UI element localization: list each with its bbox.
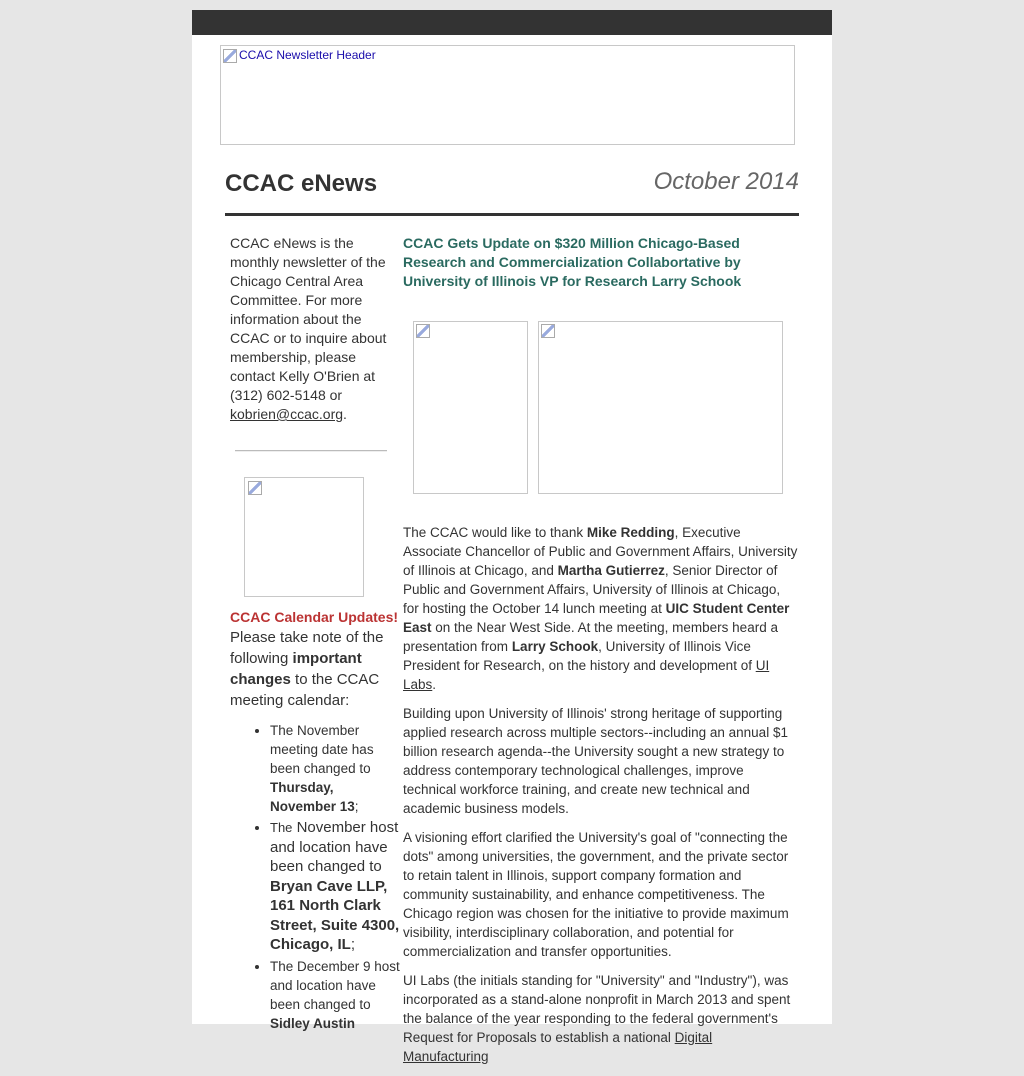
broken-image-icon: [541, 324, 555, 338]
broken-image-icon: [416, 324, 430, 338]
about-paragraph: [230, 234, 395, 424]
item-text-small: The: [270, 820, 293, 835]
item-bold: Bryan Cave LLP, 161 North Clark Street, Suite 4300, Chicago, IL: [270, 877, 400, 953]
header-image: [220, 45, 795, 145]
item-bold: Thursday, November 13: [270, 780, 355, 814]
p1-bold-d: Martha Gutierrez: [557, 563, 665, 578]
p1-text-c: , Executive Associate Chancellor of Public and Government Affairs, University of Illinois at Chicago, and: [403, 525, 798, 578]
newsletter-title: CCAC eNews: [225, 170, 378, 197]
calendar-intro-text: Please take note of the following: [230, 629, 384, 667]
sidebar-about: [230, 234, 395, 424]
email-link[interactable]: kobrien@ccac.org: [230, 406, 344, 422]
item-text: The November meeting date has been changed to: [270, 723, 374, 776]
p1-bold-h: Larry Schook: [511, 639, 599, 654]
about-text: CCAC eNews is the monthly newsletter of the Chicago Central Area Committee. For more information about the CCAC or to inquire about membership, please contact Kelly O'Brien at (312) 602-5148 or: [230, 235, 387, 403]
article-image-1: [413, 321, 528, 494]
item-text: November host and location have been changed to: [270, 819, 399, 875]
sidebar-image: [244, 477, 364, 597]
digital-manufacturing-link[interactable]: Digital Manufacturing: [403, 1030, 713, 1064]
article-paragraph-4: [403, 971, 798, 1066]
ui-labs-link[interactable]: UI Labs: [403, 658, 770, 692]
article-body: [403, 523, 798, 1076]
p1-text-e: , Senior Director of Public and Government Affairs, University of Illinois at Chicago, for hosting the October 14 lunch meeting at: [403, 563, 781, 616]
article-paragraph-3: A visioning effort clarified the University's goal of "connecting the dots" among universities, the government, and the private sector to retain talent in Illinois, support company formation and community sustainability, and enhance competitiveness. The Chicago region was chosen for the initiative to provide maximum visibility, interdisciplinary collaboration, and potential for commercialization and transfer opportunities.: [403, 830, 789, 959]
item-text-end: ;: [350, 936, 356, 953]
header-image-alt-text: CCAC Newsletter Header: [239, 48, 376, 62]
article-headline: CCAC Gets Update on $320 Million Chicago-Based Research and Commercialization Collabortative by University of Illinois VP for Research Larry Schook: [403, 235, 742, 289]
p4-text-a: UI Labs (the initials standing for "University" and "Industry"), was incorporated as a stand-alone nonprofit in March 2013 and spent the balance of the year responding to the federal government's Request for Proposals to establish a national: [403, 973, 791, 1045]
header-image-alt: [223, 48, 376, 63]
broken-image-icon: [223, 49, 237, 63]
issue-date: October 2014: [653, 168, 799, 195]
calendar-intro-text-end: to the CCAC meeting calendar:: [230, 671, 380, 709]
sidebar-divider: [235, 450, 387, 452]
p1-text-i: , University of Illinois Vice President for Research, on the history and development of: [403, 639, 756, 673]
calendar-list: [230, 721, 400, 1033]
calendar-heading: CCAC Calendar Updates!: [230, 609, 399, 625]
list-item: [270, 818, 400, 955]
article-paragraph-2: Building upon University of Illinois' strong heritage of supporting applied research across multiple sectors--including an annual $1 billion research agenda--the University sought a new strategy to address contemporary technological challenges, improve technical workforce training, and create new technical and academic business models.: [403, 706, 788, 816]
item-text-end: ;: [354, 799, 359, 814]
main-article: [403, 234, 798, 1064]
calendar-intro: [230, 627, 400, 711]
broken-image-icon: [248, 481, 262, 495]
about-end: .: [343, 406, 347, 422]
calendar-updates: [230, 608, 400, 1035]
newsletter-container: [192, 10, 832, 1064]
list-item: [270, 721, 400, 816]
article-paragraph-1: [403, 523, 798, 694]
item-text: The December 9 host and location have been changed to: [270, 958, 400, 1012]
item-bold: Sidley Austin: [270, 1015, 356, 1031]
masthead: [225, 170, 799, 216]
list-item: [270, 957, 400, 1033]
p1-text-a: The CCAC would like to thank: [403, 525, 587, 540]
p1-text-j: .: [432, 677, 437, 692]
p1-text-g: on the Near West Side. At the meeting, members heard a presentation from: [403, 620, 778, 654]
calendar-intro-bold: important changes: [230, 650, 362, 688]
top-bar: [192, 10, 832, 35]
p1-bold-f: UIC Student Center East: [403, 601, 790, 635]
p1-bold-b: Mike Redding: [586, 525, 675, 540]
article-image-2: [538, 321, 783, 494]
